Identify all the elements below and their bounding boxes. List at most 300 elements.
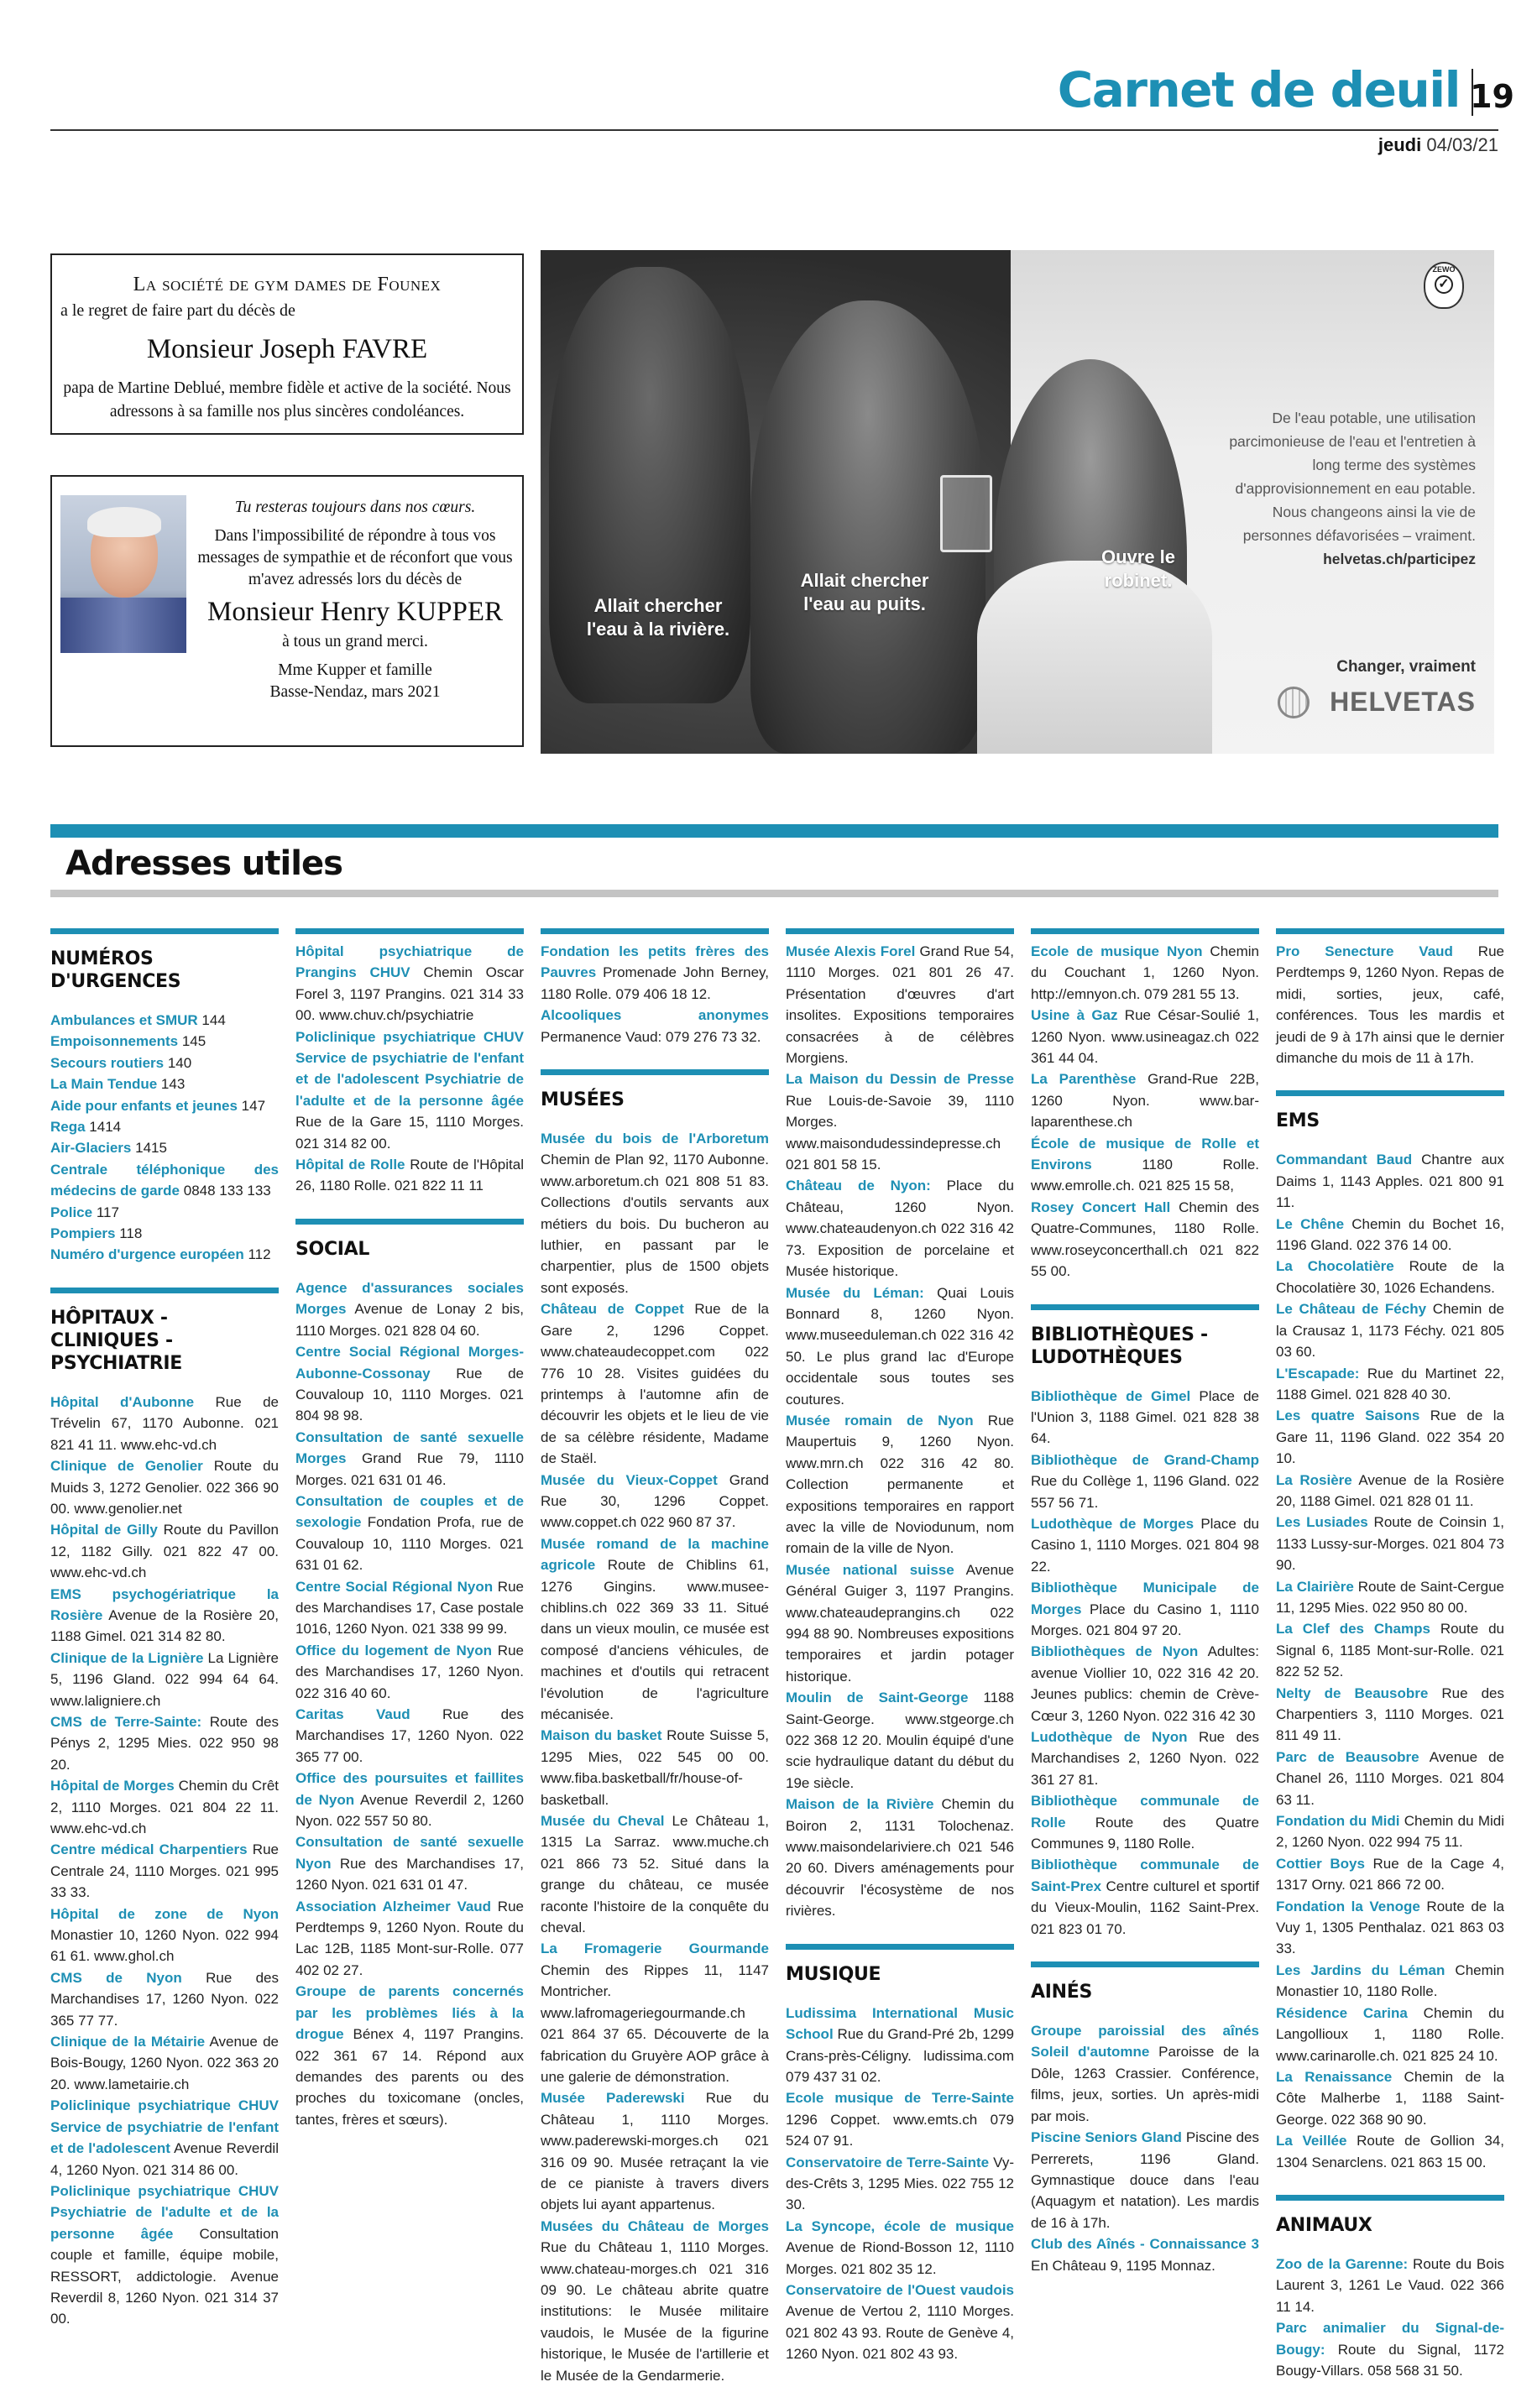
directory-entry (50, 1137, 279, 1158)
section-heading: SOCIAL (295, 1238, 370, 1260)
entry-details: 112 (243, 1246, 271, 1263)
entry-details: 1414 (85, 1119, 122, 1136)
section-heading: MUSÉES (541, 1089, 625, 1111)
entry-name: Parc animalier du Signal-de-Bougy: (1276, 2320, 1504, 2358)
section-heading: HÔPITAUX - CLINIQUES - PSYCHIATRIE (50, 1307, 183, 1374)
notice-place-date: Basse-Nendaz, mars 2021 (269, 683, 441, 701)
entry-details: Route de la Chocolatière 30, 1026 Echandens. (1276, 1258, 1504, 1296)
entry-details: Place du Casino 1, 1110 Morges. 021 804 98 22. (1031, 1515, 1259, 1575)
entry-name: Musée romand de la machine agricole (541, 1535, 769, 1574)
entry-details: Monastier 10, 1260 Nyon. 022 994 61 61. www.ghol.ch (50, 1927, 279, 1965)
directory-entry (1276, 2066, 1504, 2130)
section-heading: ANIMAUX (1276, 2214, 1372, 2236)
entry-details: Fondation Profa, rue de Couvaloup 10, 1110 Morges. 021 631 01 62. (295, 1514, 524, 1574)
entry-name: Hôpital de zone de Nyon (50, 1905, 279, 1922)
entry-details: Promenade John Berney, 1180 Rolle. 079 406 18 12. (541, 964, 769, 1002)
entry-details: Rue Maupertuis 9, 1260 Nyon. www.mrn.ch 022 316 42 80. Collection permanente et expositions temporaires en rapport avec la ville de Noviodunum, nom romain de la ville de Nyon. (786, 1412, 1014, 1557)
entry-details: Rue des Marchandises 17, 1260 Nyon. 021 631 01 47. (295, 1855, 524, 1893)
section-heading: AINÉS (1031, 1982, 1092, 2003)
entry-name: La Rosière (1276, 1471, 1352, 1488)
entry-details: Grand Rue 54, 1110 Morges. 021 801 26 47. Présentation d'œuvres d'art insolites. Expositions temporaires consacrées à de célèbres Morgiens. (786, 943, 1014, 1067)
directory-entry (1031, 1854, 1259, 1940)
directory-section (1276, 1090, 1504, 2173)
directory-section (295, 1219, 524, 2130)
directory-entry (1276, 1214, 1504, 1256)
entry-name: La Clef des Champs (1276, 1621, 1430, 1638)
entry-details: Rue du Château 1, 1110 Morges. www.paderewski-morges.ch 021 316 09 90. Musée retraçant la vie de ce pianiste à travers divers objets lui ayant appartenus. (541, 2090, 769, 2213)
entry-name: Bibliothèque Municipale de Morges (1031, 1580, 1259, 1617)
entry-name: Groupe paroissial des aînés Soleil d'automne (1031, 2023, 1259, 2061)
directory-entry (1031, 1577, 1259, 1641)
directory-entry (786, 2003, 1014, 2088)
directory-entry (1276, 1363, 1504, 1406)
directory-entry (541, 1470, 769, 1533)
entry-details: Avenue de Chanel 26, 1110 Morges. 021 804 63 11. (1276, 1748, 1504, 1808)
directory-entry (50, 1904, 279, 1967)
ad-caption-tap: Ouvre le robinet. (1100, 546, 1176, 591)
section-heading: BIBLIOTHÈQUES - LUDOTHÈQUES (1031, 1324, 1208, 1368)
directory-entry (1276, 1470, 1504, 1512)
directory-column (295, 928, 524, 2152)
entry-name: Bibliothèque de Grand-Champ (1031, 1451, 1259, 1468)
entry-name: Moulin de Saint-George (786, 1690, 969, 1706)
entry-details: Le Château 1, 1315 La Sarraz. www.muche.ch 021 866 73 52. Situé dans la grange du château, ce musée raconte l'histoire de la conquête du cheval. (541, 1813, 770, 1936)
entry-name: Secours routiers (50, 1054, 165, 1071)
entry-name: Cottier Boys (1276, 1855, 1365, 1872)
directory-entry (1276, 1405, 1504, 1469)
directory-entry (50, 1711, 279, 1775)
entry-details: Chemin du Midi 2, 1260 Nyon. 022 994 75 11. (1276, 1813, 1504, 1851)
entry-details: Avenue de Riond-Bosson 12, 1110 Morges. 021 802 35 12. (786, 2239, 1014, 2277)
entry-details: Rue du Grand-Pré 2b, 1299 Crans-près-Céligny. ludissima.com 079 437 31 02. (786, 2026, 1014, 2085)
entry-name: Le Chêne (1276, 1215, 1345, 1232)
entry-details: Adultes: avenue Viollier 10, 022 316 42 20. Jeunes publics: chemin de Crève-Cœur 3, 1260 Nyon. 022 316 42 30 (1031, 1643, 1259, 1724)
directory-section (1031, 1304, 1259, 1941)
entry-name: Groupe de parents concernés par les problèmes liés à la drogue (295, 1983, 524, 2043)
directory-entry (295, 1640, 524, 1704)
entry-name: Hôpital de Gilly (50, 1522, 158, 1538)
directory-entry (1031, 2233, 1259, 2276)
entry-details: Chemin des Rippes 11, 1147 Montricher. www.lafromageriegourmande.ch 021 864 37 65. Découverte de la fabrication du Gruyère AOP grâce à une galerie de démonstration. (541, 1961, 769, 2085)
entry-name: Ecole musique de Terre-Sainte (786, 2090, 1014, 2107)
directory-entry (1031, 1726, 1259, 1790)
directory-entry (786, 2216, 1014, 2280)
entry-details: Rue Louis-de-Savoie 39, 1110 Morges. www.maisondudessindepresse.ch 021 801 58 15. (786, 1092, 1014, 1173)
directory-entry (50, 1392, 279, 1455)
entry-name: Hôpital d'Aubonne (50, 1393, 195, 1410)
notice-body (195, 497, 515, 703)
directory-entry (295, 1981, 524, 2130)
header-rule (50, 129, 1498, 131)
directory-entry (1031, 2020, 1259, 2127)
entry-name: Alcooliques anonymes (541, 1007, 769, 1024)
ad-caption-river: Allait chercher l'eau à la rivière. (586, 595, 730, 640)
entry-details: 143 (157, 1076, 186, 1093)
entry-name: La Veillée (1276, 2133, 1347, 2149)
entry-name: Musée romain de Nyon (786, 1412, 974, 1429)
entry-name: Consultation de couples et de sexologie (295, 1492, 524, 1531)
directory-entry (50, 1053, 279, 1073)
entry-details: Place du Château, 1260 Nyon. www.chateaudenyon.ch 022 316 42 73. Exposition de porcelaine et Musée historique. (786, 1178, 1014, 1280)
directory-entry (1276, 1683, 1504, 1747)
entry-details: Avenue de Bois-Bougy, 1260 Nyon. 022 363 20 20. www.lametairie.ch (50, 2034, 279, 2092)
entry-details: Rue du Château 1, 1110 Morges. www.chateau-morges.ch 021 316 09 90. Le château abrite quatre institutions: le Musée militaire vaudois, le Musée de la figurine historique, le Musée de l'artillerie et le Musée de la Gendarmerie. (541, 2239, 769, 2384)
notice-intro: a le regret de faire part du décès de (60, 301, 295, 320)
directory-entry (1031, 1197, 1259, 1282)
entry-name: Bibliothèque de Gimel (1031, 1387, 1191, 1404)
entry-details: 117 (92, 1204, 119, 1220)
entry-name: Aide pour enfants et jeunes (50, 1097, 238, 1114)
entry-name: La Parenthèse (1031, 1071, 1137, 1088)
entry-details: Route du Signal, 1172 Bougy-Villars. 058 568 31 50. (1276, 2341, 1504, 2379)
entry-details: Rue du Martinet 22, 1188 Gimel. 021 828 40 30. (1276, 1365, 1504, 1402)
entry-details: Route des Pénys 2, 1295 Mies. 022 950 98 20. (50, 1713, 279, 1773)
directory-column (50, 928, 279, 2352)
entry-details: Route des Quatre Communes 9, 1180 Rolle. (1031, 1814, 1259, 1852)
ad-link[interactable]: helvetas.ch/participez (1323, 551, 1476, 567)
entry-details: Rue des Marchandises 2, 1260 Nyon. 022 361 27 81. (1031, 1729, 1259, 1788)
entry-name: L'Escapade: (1276, 1365, 1360, 1382)
entry-name: Résidence Carina (1276, 2004, 1408, 2021)
directory-section (295, 928, 524, 1197)
entry-name: Musée du Cheval (541, 1813, 665, 1830)
entry-details: Route de l'Hôpital 26, 1180 Rolle. 021 822 11 11 (295, 1157, 524, 1194)
entry-name: Usine à Gaz (1031, 1007, 1118, 1024)
notice-thanks: à tous un grand merci. (282, 633, 428, 650)
entry-name: Numéro d'urgence européen (50, 1246, 244, 1263)
entry-name: Clinique de la Lignière (50, 1649, 204, 1666)
issue-date (1378, 134, 1498, 156)
entry-name: Clinique de Genolier (50, 1458, 203, 1475)
check-icon: ✓ (1435, 275, 1453, 294)
entry-details: Route du Muids 3, 1272 Genolier. 022 366 90 00. www.genolier.net (50, 1458, 279, 1517)
entry-details: Rue des Marchandises 17, 1260 Nyon. 022 365 77 77. (50, 1969, 280, 2029)
entry-details: 1180 Rolle. www.emrolle.ch. 021 825 15 58, (1031, 1157, 1259, 1194)
entry-name: Ludothèque de Morges (1031, 1515, 1195, 1532)
directory-entry (1276, 1256, 1504, 1298)
entry-details: Rue des Marchandises 17, 1260 Nyon. 022 365 77 00. (295, 1706, 524, 1765)
directory-entry (50, 1244, 279, 1265)
entry-details: 0848 133 133 (180, 1183, 271, 1199)
directory-entry (541, 1938, 769, 2087)
directory-entry (786, 1794, 1014, 1921)
entry-details: Grand Rue 79, 1110 Morges. 021 631 01 46. (295, 1450, 524, 1488)
directory-entry (1276, 2317, 1504, 2381)
entry-details: Route de Gollion 34, 1304 Senarclens. 021 863 15 00. (1276, 2133, 1504, 2170)
directory-section (1031, 928, 1259, 1282)
directory-entry (50, 2031, 279, 2095)
entry-details: Rue de Trévelin 67, 1170 Aubonne. 021 821 41 11. www.ehc-vd.ch (50, 1393, 279, 1453)
entry-details: Piscine des Perrerets, 1196 Gland. Gymnastique douce dans l'eau (Aquagym et natation). Les mardis de 16 à 17h. (1031, 2129, 1259, 2231)
entry-name: Musée du bois de l'Arboretum (541, 1131, 769, 1147)
entry-details: Permanence Vaud: 079 276 73 32. (541, 1028, 761, 1045)
entry-name: Bibliothèque communale de Rolle (1031, 1793, 1259, 1831)
directory-column (1276, 928, 1504, 2403)
directory-entry (1276, 1960, 1504, 2003)
entry-details: Consultation couple et famille, équipe mobile, RESSORT, addictologie. Avenue Reverdil 8, 1260 Nyon. 021 314 37 00. (50, 2225, 279, 2327)
directory-entry (1031, 1513, 1259, 1577)
entry-details: Chemin de la Crausaz 1, 1173 Féchy. 021 805 03 60. (1276, 1301, 1504, 1361)
issue-day: jeudi (1378, 134, 1422, 155)
entry-name: Pompiers (50, 1225, 116, 1242)
directory-entry (1276, 1747, 1504, 1810)
entry-name: La Clairière (1276, 1578, 1354, 1595)
entry-details: Bénex 4, 1197 Prangins. 022 361 67 14. Répond aux demandes des parents ou des proches du toxicomane (oncles, tantes, frères et sœurs). (295, 2026, 524, 2128)
entry-name: La Main Tendue (50, 1076, 158, 1093)
directory-entry (295, 1154, 524, 1197)
entry-details: 1415 (131, 1140, 167, 1157)
entry-details: Route du Signal 6, 1185 Mont-sur-Rolle. 021 822 52 52. (1276, 1621, 1504, 1680)
entry-name: Rosey Concert Hall (1031, 1199, 1171, 1215)
entry-name: Bibliothèque communale de Saint-Prex (1031, 1857, 1259, 1894)
entry-name: Château de Coppet (541, 1301, 684, 1318)
entry-details: Route du Pavillon 12, 1182 Gilly. 021 822 47 00. www.ehc-vd.ch (50, 1522, 279, 1581)
entry-name: Club des Aînés - Connaissance 3 (1031, 2236, 1259, 2253)
helvetas-advertisement[interactable] (541, 250, 1494, 754)
entry-name: Police (50, 1204, 93, 1220)
directory-section (541, 928, 769, 1047)
entry-name: Maison du basket (541, 1727, 662, 1744)
directory-entry (295, 1704, 524, 1768)
directory-entry (50, 1031, 279, 1052)
entry-details: Rue des Charpentiers 3, 1110 Morges. 021 811 49 11. (1276, 1685, 1504, 1744)
entry-name: Consultation de santé sexuelle Morges (295, 1429, 524, 1467)
directory-entry (50, 1095, 279, 1116)
directory-entry (295, 1491, 524, 1576)
entry-name: Consultation de santé sexuelle Nyon (295, 1834, 524, 1872)
directory-section (786, 1944, 1014, 2365)
entry-name: Zoo de la Garenne: (1276, 2255, 1409, 2272)
entry-name: Policlinique psychiatrique CHUV Psychiatrie de l'adulte et de la personne âgée (50, 2182, 279, 2242)
entry-name: La Fromagerie Gourmande (541, 1941, 769, 1957)
entry-details: 118 (115, 1225, 143, 1242)
entry-details: 1296 Coppet. www.emts.ch 079 524 07 91. (786, 2111, 1014, 2149)
entry-details: Route du Bois Laurent 3, 1261 Le Vaud. 022 366 11 14. (1276, 2255, 1504, 2315)
entry-name: Parc de Beausobre (1276, 1748, 1419, 1765)
entry-name: Caritas Vaud (295, 1706, 410, 1722)
entry-name: Air-Glaciers (50, 1140, 132, 1157)
directory-entry (50, 2095, 279, 2181)
entry-details: Place du Casino 1, 1110 Morges. 021 804 97 20. (1031, 1601, 1259, 1638)
entry-details: 145 (178, 1033, 207, 1050)
notice-heading: La société de gym dames de Founex (133, 274, 442, 295)
directory-entry (50, 1519, 279, 1583)
entry-details: Chemin du Boiron 2, 1131 Tolochenaz. www.maisondelariviere.ch 021 546 20 60. Divers aménagements pour découvrir l'écosystème de nos rivières. (786, 1796, 1014, 1920)
entry-name: Ludothèque de Nyon (1031, 1729, 1188, 1745)
directory-entry (50, 1775, 279, 1839)
directory-entry (50, 1159, 279, 1202)
directory-section (1276, 928, 1504, 1068)
entry-details: Rue César-Soulié 1, 1260 Nyon. www.usineagaz.ch 022 361 44 04. (1031, 1007, 1259, 1067)
entry-name: Musée Alexis Forel (786, 943, 916, 959)
entry-name: Fondation la Venoge (1276, 1898, 1420, 1914)
entry-details: Route de Saint-Cergue 11, 1295 Mies. 022 950 80 00. (1276, 1578, 1505, 1616)
directory-column (786, 928, 1014, 2387)
entry-details: Rue des Marchandises 17, Case postale 1016, 1260 Nyon. 021 338 99 99. (295, 1578, 524, 1638)
directory-section (541, 1069, 769, 2386)
section-heading: EMS (1276, 1110, 1320, 1132)
directory-column (541, 928, 769, 2408)
entry-name: Piscine Seniors Gland (1031, 2129, 1182, 2146)
page-number: 19 (1470, 78, 1514, 115)
directory-section (786, 928, 1014, 1922)
directory-entry (1276, 1576, 1504, 1619)
entry-name: Pro Senecture Vaud (1276, 943, 1453, 959)
entry-details: Rue Perdtemps 9, 1260 Nyon. Repas de midi, sorties, jeux, café, conférences. Tous les mardis et jeudi de 9 à 17h ainsi que le dernier dimanche du mois de 11 à 17h. (1276, 943, 1504, 1067)
entry-name: Policlinique psychiatrique CHUV Service de psychiatrie de l'enfant et de l'adolescent (50, 2097, 279, 2157)
deceased-name: Monsieur Joseph FAVRE (146, 334, 428, 364)
directory-entry (541, 1298, 769, 1469)
entry-name: Centre médical Charpentiers (50, 1841, 248, 1858)
directory-entry (786, 1559, 1014, 1687)
section-heading: NUMÉROS D'URGENCES (50, 948, 181, 992)
entry-details: Chemin des Quatre-Communes, 1180 Rolle. www.roseyconcerthall.ch 021 822 55 00. (1031, 1199, 1259, 1280)
directory-entry (50, 1073, 279, 1094)
entry-name: Musée du Vieux-Coppet (541, 1471, 718, 1488)
death-notice-favre (50, 253, 524, 435)
entry-name: La Maison du Dessin de Presse (786, 1071, 1014, 1088)
entry-details: Paroisse de la Dôle, 1263 Crassier. Conférence, films, jeux, sorties. Un après-midi par mois. (1031, 2044, 1259, 2124)
section-heading: MUSIQUE (786, 1963, 881, 1985)
directory-entry (786, 941, 1014, 1068)
entry-details: Chemin du Crêt 2, 1110 Morges. 021 804 22 11. www.ehc-vd.ch (50, 1778, 279, 1836)
entry-name: Musées du Château de Morges (541, 2217, 769, 2234)
entry-name: Hôpital psychiatrique de Prangins CHUV (295, 943, 524, 981)
entry-name: Policlinique psychiatrique CHUV Service de psychiatrie de l'enfant et de l'adolescent Psychiatrie de l'adulte et de la personne âgée (295, 1028, 524, 1109)
entry-details: En Château 9, 1195 Monnaz. (1031, 2257, 1215, 2274)
entry-details: Rue Centrale 24, 1110 Morges. 021 995 33 33. (50, 1841, 279, 1901)
ad-slogan: Changer, vraiment (1336, 658, 1476, 676)
directory-entry (541, 1533, 769, 1726)
directory-section (1031, 1961, 1259, 2276)
notice-text: papa de Martine Deblué, membre fidèle et active de la société. Nous adressons à sa famille nos plus sincères condoléances. (63, 379, 511, 420)
entry-name: La Chocolatière (1276, 1258, 1394, 1275)
directory-entry (1276, 1810, 1504, 1853)
directory-entry (50, 1839, 279, 1903)
entry-name: Fondation les petits frères des Pauvres (541, 943, 769, 981)
directory-entry (541, 941, 769, 1005)
directory-entry (1276, 941, 1504, 1068)
directory-entry (295, 941, 524, 1026)
directory-section (50, 928, 279, 1266)
entry-name: Centre Social Régional Morges-Aubonne-Cossonay (295, 1344, 524, 1382)
entry-details: Route de la Vuy 1, 1305 Penthalaz. 021 863 03 33. (1276, 1898, 1504, 1957)
entry-name: La Syncope, école de musique (786, 2217, 1014, 2234)
directory-entry (1031, 1133, 1259, 1197)
entry-details: Quai Louis Bonnard 8, 1260 Nyon. www.museeduleman.ch 022 316 42 50. Le plus grand lac d'Europe occidentale sous toutes ses coutures. (786, 1284, 1014, 1408)
entry-details: Avenue Reverdil 2, 1260 Nyon. 022 557 50 80. (295, 1791, 525, 1830)
directory-entry (295, 1277, 524, 1341)
entry-name: Musée Paderewski (541, 2090, 685, 2107)
directory-entry (50, 1584, 279, 1648)
directory-entry (786, 1068, 1014, 1175)
entry-details: Rue de la Gare 2, 1296 Coppet. www.chateaudecoppet.com 022 776 10 28. Visites guidées du printemps à l'automne afin de découvrir les objets et le lieu de vie de sa célèbre résidente, Madame de Staël. (541, 1301, 770, 1467)
entry-details: Route Suisse 5, 1295 Mies, 022 545 00 00. www.fiba.basketball/fr/house-of-basketball. (541, 1727, 769, 1808)
directory-entry (1276, 1618, 1504, 1682)
directory-entry (541, 2087, 769, 2215)
entry-name: Conservatoire de Terre-Sainte (786, 2154, 990, 2170)
water-glass (940, 475, 992, 552)
directory-column (1031, 928, 1259, 2298)
notice-signature: Mme Kupper et famille (278, 661, 432, 679)
directory-entry (1031, 1641, 1259, 1726)
entry-details: Rue Perdtemps 9, 1260 Nyon. Route du Lac 12B, 1185 Mont-sur-Rolle. 077 402 02 27. (295, 1898, 524, 1978)
entry-details: Chantre aux Daims 1, 1143 Apples. 021 800 91 11. (1276, 1152, 1505, 1211)
entry-details: 147 (237, 1097, 266, 1114)
directory-entry (1276, 1853, 1504, 1896)
entry-details: Avenue Général Guiger 3, 1197 Prangins. www.chateaudeprangins.ch 022 994 88 90. Nombreuses expositions temporaires et jardin potager historique. (786, 1561, 1015, 1685)
entry-details: Avenue de Lonay 2 bis, 1110 Morges. 021 828 04 60. (295, 1301, 524, 1339)
portrait-photo (60, 495, 186, 653)
notice-text: Dans l'impossibilité de répondre à tous vos messages de sympathie et de réconfort que vous m'avez adressés lors du décès de (197, 527, 513, 588)
directory-entry (295, 1427, 524, 1491)
entry-details: Rue du Collège 1, 1196 Gland. 022 557 56 71. (1031, 1473, 1259, 1511)
directory-entry (1276, 2003, 1504, 2066)
entry-name: Ludissima International Music School (786, 2004, 1014, 2043)
entry-name: La Renaissance (1276, 2068, 1393, 2085)
directory-entry (1031, 941, 1259, 1005)
directory-entry (295, 1831, 524, 1895)
directory-entry (541, 1128, 769, 1298)
directory-entry (786, 2280, 1014, 2365)
directory-entry (1276, 1512, 1504, 1575)
entry-name: Rega (50, 1119, 86, 1136)
directory-entry (50, 1648, 279, 1711)
entry-name: Nelty de Beausobre (1276, 1685, 1429, 1701)
directory-entry (1031, 2127, 1259, 2233)
directory-entry (1276, 1298, 1504, 1362)
directory-entry (50, 1116, 279, 1137)
page-title: Adresses utiles (65, 844, 342, 883)
entry-name: Conservatoire de l'Ouest vaudois (786, 2281, 1014, 2298)
directory-entry (295, 1896, 524, 1982)
entry-details: Chemin Monastier 10, 1180 Rolle. (1276, 1961, 1504, 2000)
entry-details: Chemin du Bochet 16, 1196 Gland. 022 376 14 00. (1276, 1215, 1504, 1254)
directory-entry (1276, 2130, 1504, 2173)
title-rule (50, 890, 1498, 897)
entry-name: Ecole de musique Nyon (1031, 943, 1203, 959)
directory-entry (1031, 1005, 1259, 1068)
entry-name: Les quatre Saisons (1276, 1408, 1420, 1424)
directory-entry (295, 1341, 524, 1427)
ad-body-text: De l'eau potable, une utilisation parcimonieuse de l'eau et l'entretien à long terme des systèmes d'approvisionnement en eau potable. Nous changeons ainsi la vie de personnes défavorisées – vraiment. (1229, 410, 1476, 544)
entry-name: Empoisonnements (50, 1033, 179, 1050)
entry-details: 144 (197, 1012, 226, 1028)
ad-caption-well: Allait chercher l'eau au puits. (800, 570, 929, 614)
ad-body (1224, 406, 1476, 571)
notice-epigraph: Tu resteras toujours dans nos cœurs. (234, 499, 476, 516)
directory-entry (50, 2181, 279, 2330)
entry-name: EMS psychogériatrique la Rosière (50, 1585, 279, 1623)
directory-entry (786, 1175, 1014, 1282)
zewo-badge (1424, 262, 1464, 309)
directory-entry (1031, 1068, 1259, 1132)
directory-section (50, 1288, 279, 2330)
entry-details: Route de Chiblins 61, 1276 Gingins. www.musee-chiblins.ch 022 369 33 11. Situé dans un vieux moulin, ce musée est composé d'anciens véhicules, de machines et d'outils qui retracent l'évolution de l'agriculture mécanisée. (541, 1557, 769, 1722)
directory-entry (786, 1282, 1014, 1410)
entry-details: 1188 Saint-George. www.stgeorge.ch 022 368 12 20. Moulin équipé d'une scie hydraulique datant du début du 19e siècle. (786, 1690, 1014, 1791)
entry-name: Centre Social Régional Nyon (295, 1578, 494, 1595)
entry-details: 140 (164, 1054, 192, 1071)
directory-entry (1031, 1386, 1259, 1450)
entry-name: Office des poursuites et faillites de Nyon (295, 1770, 524, 1808)
entry-details: Rue de la Gare 11, 1196 Gland. 022 354 20 10. (1276, 1408, 1505, 1467)
entry-name: Les Lusiades (1276, 1514, 1368, 1531)
zewo-label: ZEWO (1432, 265, 1456, 274)
directory-entry (541, 2216, 769, 2386)
entry-name: Hôpital de Rolle (295, 1157, 405, 1173)
entry-details: Centre culturel et sportif du Vieux-Moulin, 1162 Saint-Prex. 021 823 01 70. (1031, 1878, 1259, 1937)
